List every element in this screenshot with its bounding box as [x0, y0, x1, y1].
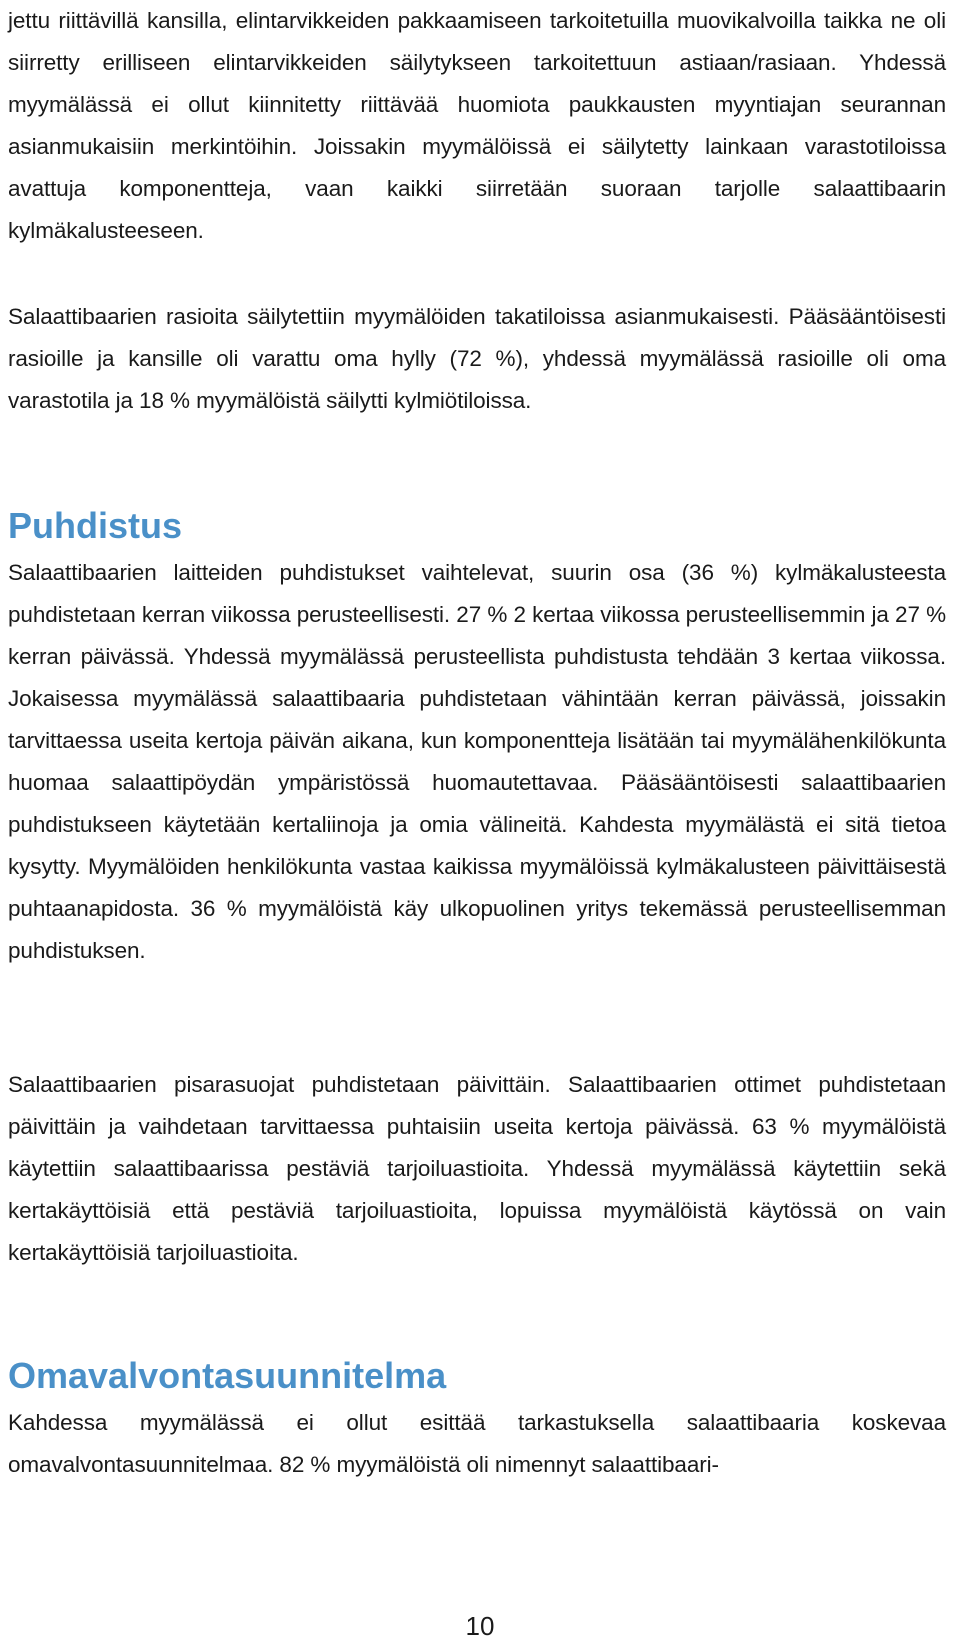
paragraph-equipment-cleaning: Salaattibaarien laitteiden puhdistukset vaihtelevat, suurin osa (36 %) kylmäkalusteesta puhdistetaan kerran viikossa perusteellisesti. 27 % 2 kertaa viikossa perusteellisemmin ja 27 % kerran päivässä. Yhdessä myymälässä perusteellista puhdistusta tehdään 3 kertaa viikossa. Jokaisessa myymälässä salaattibaaria puhdistetaan vähintään kerran päivässä, joissakin tarvittaessa useita kertoja päivän aikana, kun komponentteja lisätään tai myymälähenkilökunta huomaa salaattipöydän ympäristössä huomautettavaa. Pääsääntöisesti salaattibaarien puhdistukseen käytetään kertaliinoja ja omia välineitä. Kahdesta myymälästä ei sitä tietoa kysytty. Myymälöiden henkilökunta vastaa kaikissa myymälöissä kylmäkalusteen päivittäisestä puhtaanapidosta. 36 % myymälöistä käy ulkopuolinen yritys tekemässä perusteellisemman puhdistuksen.	[8, 560, 946, 963]
paragraph-storage-continued: jettu riittävillä kansilla, elintarvikkeiden pakkaamiseen tarkoitetuilla muovikalvoilla taikka ne oli siirretty erilliseen elintarvikkeiden säilytykseen tarkoitettuun astiaan/rasiaan. Yhdessä myymälässä ei ollut kiinnitetty riittävää huomiota paukkausten myyntiajan seurannan asianmukaisiin merkintöihin. Joissakin myymälöissä ei säilytetty lainkaan varastotiloissa avattuja komponentteja, vaan kaikki siirretään suoraan tarjolle salaattibaarin kylmäkalusteeseen.	[8, 8, 946, 243]
heading-self-monitoring-plan: Omavalvontasuunnitelma	[8, 1355, 447, 1396]
paragraph-guard-cleaning: Salaattibaarien pisarasuojat puhdistetaan päivittäin. Salaattibaarien ottimet puhdistetaan päivittäin ja vaihdetaan tarvittaessa puhtaisiin useita kertoja päivässä. 63 % myymälöistä käytettiin salaattibaarissa pestäviä tarjoiluastioita. Yhdessä myymälässä käytettiin sekä kertakäyttöisiä että pestäviä tarjoiluastioita, lopuissa myymälöistä käytössä on vain kertakäyttöisiä tarjoiluastioita.	[8, 1072, 946, 1265]
heading-cleaning: Puhdistus	[8, 505, 183, 546]
paragraph-self-monitoring: Kahdessa myymälässä ei ollut esittää tarkastuksella salaattibaaria koskevaa omavalvontasuunnitelmaa. 82 % myymälöistä oli nimennyt salaattibaari-	[8, 1410, 946, 1477]
paragraph-container-storage: Salaattibaarien rasioita säilytettiin myymälöiden takatiloissa asianmukaisesti. Pääsääntöisesti rasioille ja kansille oli varattu oma hylly (72 %), yhdessä myymälässä rasioille oli oma varastotila ja 18 % myymälöistä säilytti kylmiötiloissa.	[8, 304, 946, 413]
page-number: 10	[465, 1611, 495, 1641]
